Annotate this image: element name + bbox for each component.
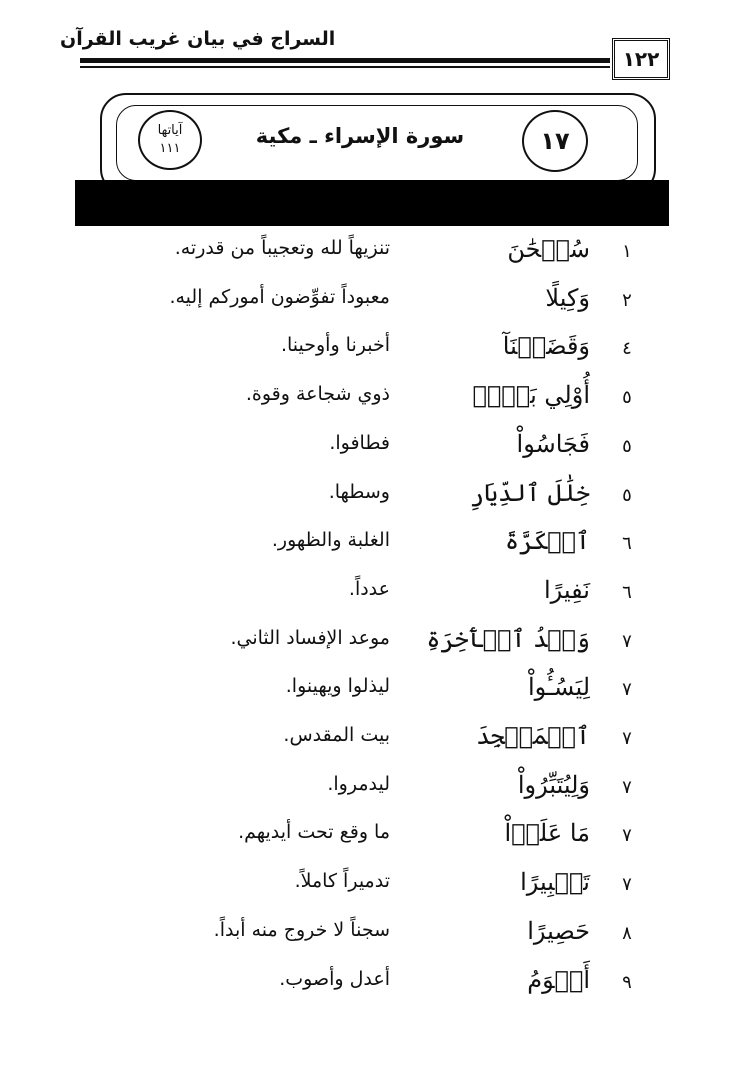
verse-number: ٩ bbox=[622, 971, 632, 993]
word-meaning: تنزيهاً لله وتعجيباً من قدرته. bbox=[174, 237, 390, 259]
word-meaning: أخبرنا وأوحينا. bbox=[280, 334, 390, 357]
word-meaning: ليدمروا. bbox=[327, 772, 390, 795]
quran-word: تَتۡبِيرًا bbox=[520, 868, 590, 897]
header-rule bbox=[80, 58, 610, 63]
ayat-count-circle bbox=[138, 110, 202, 170]
surah-name: سورة الإسراء ـ مكية bbox=[255, 124, 465, 148]
quran-word: أُوْلِي بَأۡسٖ bbox=[472, 381, 590, 410]
glossary-entry bbox=[0, 966, 755, 1006]
header-rule-thin bbox=[80, 66, 610, 68]
word-meaning: ذوي شجاعة وقوة. bbox=[245, 383, 390, 406]
section-bar bbox=[75, 180, 669, 226]
word-meaning: سجناً لا خروج منه أبداً. bbox=[213, 918, 390, 941]
quran-word: حَصِيرًا bbox=[527, 916, 590, 945]
surah-number: ١٧ bbox=[522, 110, 588, 172]
word-meaning: عدداً. bbox=[348, 577, 390, 600]
verse-number: ٧ bbox=[622, 728, 632, 749]
quran-word: نَفِيرًا bbox=[544, 575, 590, 604]
glossary-entry bbox=[0, 479, 755, 519]
word-meaning: تدميراً كاملاً. bbox=[294, 870, 390, 893]
word-meaning: بيت المقدس. bbox=[283, 724, 390, 746]
page-number: ١٢٢ bbox=[612, 38, 670, 80]
verse-number: ٧ bbox=[622, 874, 632, 896]
verse-number: ٧ bbox=[622, 630, 632, 652]
word-meaning: أعدل وأصوب. bbox=[279, 967, 390, 990]
glossary-entry bbox=[0, 235, 755, 275]
quran-word: ٱلۡمَسۡجِدَ bbox=[476, 722, 590, 750]
verse-number: ٥ bbox=[622, 484, 632, 506]
word-meaning: ما وقع تحت أيديهم. bbox=[238, 821, 390, 844]
quran-word: لِيَسُـُٔواْ bbox=[527, 673, 590, 702]
word-meaning: معبوداً تفوِّضون أموركم إليه. bbox=[169, 285, 390, 308]
word-meaning: الغلبة والظهور. bbox=[271, 529, 390, 552]
word-meaning: ليذلوا ويهينوا. bbox=[285, 675, 390, 698]
glossary-entry bbox=[0, 381, 755, 421]
glossary-entry bbox=[0, 430, 755, 470]
verse-number: ٥ bbox=[622, 435, 632, 457]
glossary-entry bbox=[0, 332, 755, 372]
quran-word: وَلِيُتَبِّرُواْ bbox=[517, 770, 590, 799]
ayat-count: ١١١ bbox=[159, 141, 181, 156]
verse-number: ١ bbox=[622, 241, 632, 262]
glossary-entry bbox=[0, 868, 755, 908]
quran-word: ٱلۡكَرَّةَ bbox=[504, 527, 590, 556]
verse-number: ٥ bbox=[622, 387, 632, 409]
quran-word: أَقۡوَمُ bbox=[527, 965, 590, 994]
quran-word: وَكِيلًا bbox=[545, 283, 590, 312]
quran-word: وَقَضَيۡنَآ bbox=[502, 332, 590, 361]
word-meaning: فطافوا. bbox=[329, 431, 390, 454]
verse-number: ٦ bbox=[622, 533, 632, 555]
glossary-entry bbox=[0, 625, 755, 665]
verse-number: ٦ bbox=[622, 581, 632, 603]
quran-word: فَجَاسُواْ bbox=[516, 429, 590, 458]
glossary-entry bbox=[0, 722, 755, 762]
glossary-entry bbox=[0, 819, 755, 859]
verse-number: ٧ bbox=[622, 679, 632, 701]
quran-word: مَا عَلَوۡاْ bbox=[504, 819, 590, 848]
verse-number: ٧ bbox=[622, 825, 632, 847]
glossary-entry bbox=[0, 527, 755, 567]
glossary-entry bbox=[0, 673, 755, 713]
book-title: السراج في بيان غريب القرآن bbox=[60, 28, 336, 50]
verse-number: ٨ bbox=[622, 922, 632, 944]
ayat-label: آياتها bbox=[157, 123, 183, 138]
word-meaning: موعد الإفساد الثاني. bbox=[230, 626, 390, 649]
quran-word: خِلَٰلَ ٱلدِّيَارِ bbox=[469, 478, 590, 507]
quran-word: سُبۡحَٰنَ bbox=[507, 235, 590, 263]
verse-number: ٢ bbox=[622, 289, 632, 311]
word-meaning: وسطها. bbox=[328, 480, 390, 503]
verse-number: ٤ bbox=[622, 338, 632, 360]
glossary-entry bbox=[0, 284, 755, 324]
glossary-entry bbox=[0, 917, 755, 957]
glossary-entry bbox=[0, 771, 755, 811]
quran-word: وَعۡدُ ٱلۡأٓخِرَةِ bbox=[426, 624, 590, 653]
verse-number: ٧ bbox=[622, 776, 632, 798]
glossary-entry bbox=[0, 576, 755, 616]
